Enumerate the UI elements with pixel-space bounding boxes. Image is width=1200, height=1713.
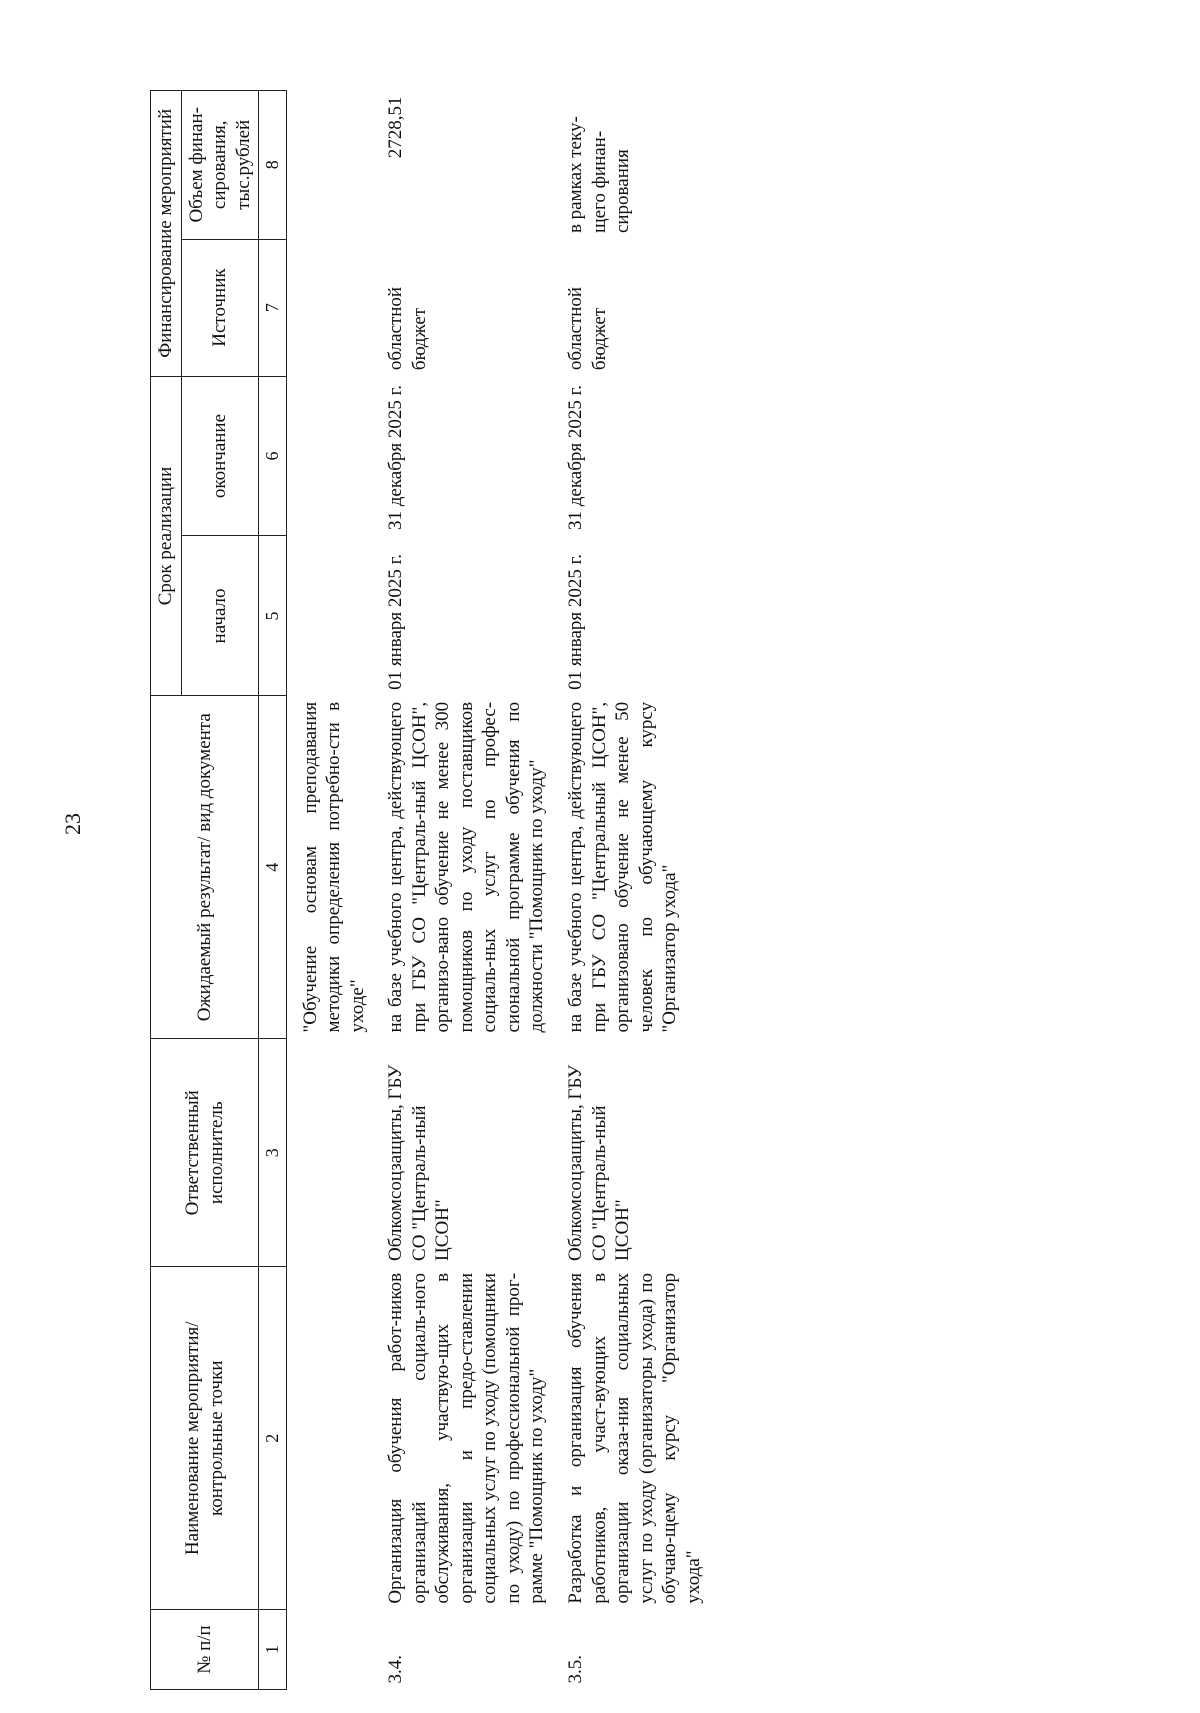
row-executor — [286, 1039, 372, 1267]
row-amount — [286, 91, 372, 240]
activities-table — [150, 90, 708, 1690]
header-row-1 — [151, 91, 182, 1690]
row-start: 01 января 2025 г. — [385, 553, 407, 690]
row-result: на базе учебного центра, действующего при ГБУ СО "Центральный ЦСОН", организовано обучение не менее 50 человек по обучающему курсу "Организатор ухода" — [564, 701, 681, 1033]
header-amount: Объем финан-сирования, тыс.рублей — [181, 91, 259, 240]
header-num: № п/п — [151, 1610, 259, 1690]
row-num: 3.5. — [564, 1655, 586, 1684]
row-num: 3.4. — [385, 1655, 407, 1684]
column-number: 6 — [259, 376, 286, 536]
column-number: 5 — [259, 536, 286, 696]
row-source — [286, 239, 372, 376]
header-result: Ожидаемый результат/ вид документа — [151, 696, 259, 1039]
column-numbers-row — [259, 91, 286, 1690]
row-name — [286, 1267, 372, 1610]
row-end: 31 декабря 2025 г. — [385, 384, 407, 530]
row-end: 31 декабря 2025 г. — [564, 384, 586, 530]
row-amount: 2728,51 — [385, 96, 407, 159]
page-number: 23 — [60, 813, 85, 835]
rotated-table-container — [150, 90, 1100, 1690]
row-start — [286, 536, 372, 696]
row-start: 01 января 2025 г. — [564, 553, 586, 690]
row-end — [286, 376, 372, 536]
row-source: областной бюджет — [564, 286, 610, 371]
header-period: Срок реализации — [151, 376, 182, 696]
row-name: Разработка и организация обучения работников, участ-вующих в организации оказа-ния социальных услуг по уходу (организаторы ухода) по обучаю-щему курсу "Организатор ухода" — [564, 1272, 704, 1604]
header-source: Источник — [181, 239, 259, 376]
table-row — [372, 91, 552, 1690]
header-financing: Финансирование мероприятий — [151, 91, 182, 377]
table-row — [286, 91, 372, 1690]
column-number: 2 — [259, 1267, 286, 1610]
row-result: на базе учебного центра, действующего при ГБУ СО "Централь-ный ЦСОН", организо-вано обучение не менее 300 помощников по уходу поставщиков социаль-ных услуг по профес-сиональной программе обучения по должности "Помощник по уходу" — [385, 701, 548, 1033]
header-executor: Ответственный исполнитель — [151, 1039, 259, 1267]
row-result: "Обучение основам преподавания методики определения потребно-сти в уходе" — [299, 701, 368, 1033]
column-number: 8 — [259, 91, 286, 240]
column-number: 3 — [259, 1039, 286, 1267]
column-number: 1 — [259, 1610, 286, 1690]
column-number: 4 — [259, 696, 286, 1039]
row-executor: Облкомсоцзащиты, ГБУ СО "Централь-ный ЦСОН" — [385, 1064, 454, 1261]
row-name: Организация обучения работ-ников организаций социаль-ного обслуживания, участвую-щих в организации и предо-ставлении социальных услуг по уходу (помощники по уходу) по профессиональной прог-рамме "Помощник по уходу" — [385, 1272, 548, 1604]
row-num — [286, 1610, 372, 1690]
header-start: начало — [181, 536, 259, 696]
row-executor: Облкомсоцзащиты, ГБУ СО "Централь-ный ЦСОН" — [564, 1064, 634, 1261]
table-row — [552, 91, 708, 1690]
row-amount: в рамках теку-щего финан-сирования — [564, 116, 634, 234]
header-name: Наименование мероприятия/ контрольные точки — [151, 1267, 259, 1610]
header-end: окончание — [181, 376, 259, 536]
row-source: областной бюджет — [385, 286, 430, 371]
column-number: 7 — [259, 239, 286, 376]
